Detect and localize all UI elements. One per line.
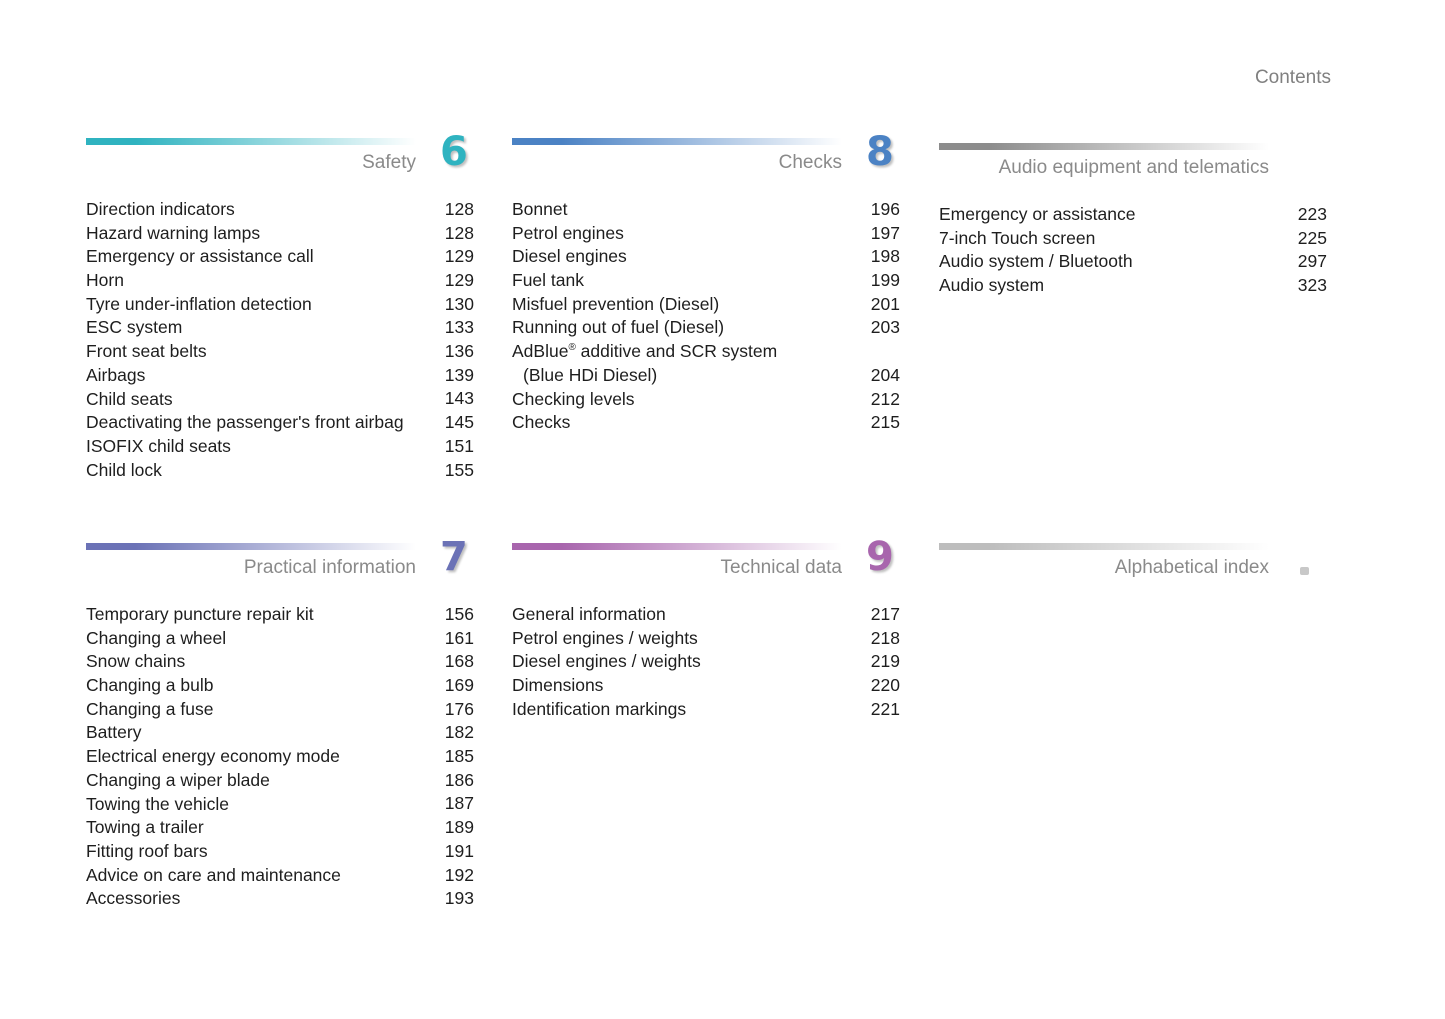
section-color-bar — [512, 543, 842, 550]
section-header — [939, 543, 1329, 603]
section-title[interactable]: Checks — [778, 152, 842, 173]
toc-entry[interactable] — [939, 274, 1329, 298]
toc-entry[interactable] — [512, 316, 902, 340]
toc-entry-page: 201 — [870, 293, 900, 314]
toc-entry-title: Emergency or assistance — [939, 204, 1136, 224]
toc-entry[interactable] — [512, 222, 902, 246]
toc-entry[interactable] — [86, 627, 476, 651]
toc-entry-page: 203 — [870, 317, 900, 338]
section-header — [512, 129, 902, 198]
toc-entry[interactable] — [512, 245, 902, 269]
toc-entry[interactable] — [86, 840, 476, 864]
toc-entry[interactable] — [86, 340, 476, 364]
toc-entry-page: 133 — [444, 317, 474, 338]
toc-entry-title: Snow chains — [86, 651, 186, 672]
toc-entry-page: 128 — [444, 198, 474, 219]
toc-entry-title: Accessories — [86, 888, 181, 909]
toc-entry-page: 199 — [870, 270, 900, 291]
toc-entry-title: Checks — [512, 412, 571, 433]
toc-entry-title: Identification markings — [512, 698, 687, 719]
toc-entry[interactable] — [512, 340, 902, 387]
toc-list — [86, 198, 476, 482]
section-title[interactable]: Audio equipment and telematics — [998, 157, 1269, 178]
toc-entry-page: 156 — [444, 603, 474, 624]
toc-entry-page: 128 — [444, 222, 474, 243]
toc-entry-page: 139 — [444, 364, 474, 385]
chapter-number: 9 — [866, 534, 894, 580]
toc-entry[interactable] — [939, 227, 1329, 251]
toc-entry[interactable] — [86, 222, 476, 246]
toc-entry-title: Fitting roof bars — [86, 840, 208, 861]
section-title[interactable]: Safety — [362, 152, 416, 173]
toc-entry-page: 220 — [870, 675, 900, 696]
toc-entry-page: 129 — [444, 246, 474, 267]
toc-entry-title: Horn — [86, 270, 124, 291]
toc-entry-page: 182 — [444, 722, 474, 743]
section-color-bar — [86, 543, 416, 550]
toc-entry-page: 186 — [444, 769, 474, 790]
toc-list — [512, 603, 902, 721]
toc-list — [939, 203, 1329, 298]
toc-entry-title: Battery — [86, 722, 142, 743]
toc-entry[interactable] — [512, 388, 902, 412]
toc-entry-page: 155 — [444, 459, 474, 480]
toc-entry-title: Hazard warning lamps — [86, 222, 261, 243]
toc-entry-title: Diesel engines / weights — [512, 651, 701, 672]
toc-entry-title: ESC system — [86, 317, 183, 338]
toc-entry[interactable] — [86, 388, 476, 412]
toc-entry-title: Advice on care and maintenance — [86, 864, 341, 885]
toc-entry-title: Changing a bulb — [86, 675, 214, 696]
section-color-bar — [939, 543, 1269, 550]
toc-entry[interactable] — [86, 698, 476, 722]
toc-entry-title: Towing a trailer — [86, 817, 204, 838]
toc-entry[interactable] — [939, 203, 1329, 227]
toc-entry[interactable] — [512, 674, 902, 698]
toc-entry-title: Changing a wiper blade — [86, 769, 270, 790]
section-title[interactable]: Technical data — [720, 557, 842, 578]
toc-entry-title: Airbags — [86, 364, 146, 385]
toc-entry-page: 219 — [870, 651, 900, 672]
toc-entry-page: 218 — [870, 627, 900, 648]
toc-entry-title: Child lock — [86, 459, 162, 480]
toc-entry-title: Deactivating the passenger's front airbag — [86, 412, 404, 433]
toc-entry[interactable] — [86, 793, 476, 817]
toc-entry-page: 198 — [870, 246, 900, 267]
toc-entry[interactable] — [939, 250, 1329, 274]
toc-entry-title: Emergency or assistance call — [86, 246, 314, 267]
section-technical — [512, 534, 902, 721]
toc-entry-page: 215 — [870, 412, 900, 433]
section-safety — [86, 129, 476, 482]
section-practical — [86, 534, 476, 911]
toc-entry-title: Running out of fuel (Diesel) — [512, 317, 725, 338]
toc-entry-title: Changing a wheel — [86, 627, 227, 648]
toc-entry-page: 191 — [444, 840, 474, 861]
section-header — [86, 129, 476, 198]
toc-entry-title: Fuel tank — [512, 270, 584, 291]
toc-entry-page: 145 — [444, 412, 474, 433]
toc-list — [86, 603, 476, 911]
section-title[interactable]: Practical information — [243, 557, 416, 578]
toc-entry-page: 129 — [444, 270, 474, 291]
toc-entry[interactable] — [86, 435, 476, 459]
chapter-number: 6 — [440, 129, 468, 175]
toc-entry-title: Misfuel prevention (Diesel) — [512, 293, 720, 314]
section-checks — [512, 129, 902, 435]
toc-entry[interactable] — [86, 864, 476, 888]
toc-entry-page: 151 — [444, 435, 474, 456]
toc-entry-title: Towing the vehicle — [86, 793, 229, 814]
toc-entry-page: 185 — [444, 746, 474, 767]
toc-entry[interactable] — [86, 459, 476, 483]
toc-entry-title: Audio system / Bluetooth — [939, 251, 1133, 272]
toc-entry-page: 161 — [444, 627, 474, 648]
toc-entry-title: Petrol engines — [512, 222, 624, 243]
chapter-number: 8 — [866, 129, 894, 175]
index-marker-icon — [1300, 567, 1309, 575]
toc-entry-page: 217 — [870, 603, 900, 624]
toc-entry[interactable] — [512, 411, 902, 435]
page-header: Contents — [1254, 67, 1331, 88]
toc-entry-title: 7-inch Touch screen — [939, 227, 1096, 248]
toc-entry-page: 143 — [444, 388, 474, 409]
toc-entry-title: Audio system — [939, 275, 1045, 296]
toc-entry-page: 197 — [870, 222, 900, 243]
toc-entry-title: Dimensions — [512, 675, 604, 696]
toc-entry-page: 192 — [444, 864, 474, 885]
toc-entry[interactable] — [86, 650, 476, 674]
toc-entry[interactable] — [512, 650, 902, 674]
toc-entry-title: Direction indicators — [86, 199, 235, 219]
toc-entry-title: Bonnet — [512, 199, 568, 219]
toc-entry[interactable] — [86, 411, 476, 435]
section-audio — [939, 143, 1329, 298]
toc-entry-page: 130 — [444, 293, 474, 314]
toc-entry[interactable] — [86, 269, 476, 293]
toc-entry-title: Child seats — [86, 388, 173, 409]
toc-entry-page: 189 — [444, 817, 474, 838]
toc-entry[interactable] — [512, 198, 902, 222]
section-color-bar — [512, 138, 842, 145]
toc-entry-page: 225 — [1297, 227, 1327, 248]
toc-entry-title-continued: (Blue HDi Diesel) — [523, 364, 658, 385]
toc-entry-page: 204 — [870, 364, 900, 385]
toc-entry[interactable] — [512, 269, 902, 293]
toc-entry[interactable] — [512, 627, 902, 651]
toc-entry[interactable] — [86, 816, 476, 840]
toc-entry-title: General information — [512, 604, 666, 624]
toc-entry-title: Petrol engines / weights — [512, 627, 698, 648]
toc-entry-page: 223 — [1297, 203, 1327, 224]
toc-entry[interactable] — [512, 293, 902, 317]
toc-entry-page: 323 — [1297, 275, 1327, 296]
toc-entry[interactable] — [86, 603, 476, 627]
section-header — [512, 534, 902, 603]
toc-entry-title: Checking levels — [512, 388, 635, 409]
section-header — [86, 534, 476, 603]
toc-entry-title: Diesel engines — [512, 246, 627, 267]
section-header — [939, 143, 1329, 203]
toc-entry[interactable] — [86, 316, 476, 340]
section-color-bar — [939, 143, 1269, 150]
toc-entry[interactable] — [86, 364, 476, 388]
toc-entry-page: 221 — [870, 698, 900, 719]
toc-entry-title: Temporary puncture repair kit — [86, 604, 314, 624]
section-index — [939, 543, 1329, 603]
toc-entry[interactable] — [86, 721, 476, 745]
toc-entry-page: 168 — [444, 651, 474, 672]
toc-entry-page: 176 — [444, 698, 474, 719]
section-title[interactable]: Alphabetical index — [1114, 557, 1269, 578]
section-color-bar — [86, 138, 416, 145]
toc-entry[interactable] — [86, 198, 476, 222]
registered-mark: ® — [568, 342, 576, 354]
toc-entry[interactable] — [86, 674, 476, 698]
toc-entry-title: ISOFIX child seats — [86, 435, 231, 456]
toc-list — [512, 198, 902, 435]
chapter-number: 7 — [440, 534, 468, 580]
toc-entry[interactable] — [86, 887, 476, 911]
toc-entry-page: 297 — [1297, 251, 1327, 272]
toc-entry-title: Front seat belts — [86, 341, 207, 362]
toc-entry[interactable] — [512, 698, 902, 722]
toc-entry[interactable] — [86, 769, 476, 793]
toc-entry[interactable] — [86, 293, 476, 317]
toc-entry-page: 136 — [444, 341, 474, 362]
toc-entry-page: 193 — [444, 888, 474, 909]
toc-entry-title: AdBlue® additive and SCR system — [512, 341, 778, 362]
toc-entry[interactable] — [512, 603, 902, 627]
toc-entry-page: 187 — [444, 793, 474, 814]
toc-entry-title: Electrical energy economy mode — [86, 746, 340, 767]
toc-entry-page: 196 — [870, 198, 900, 219]
toc-entry-title: Tyre under-inflation detection — [86, 293, 312, 314]
toc-entry[interactable] — [86, 745, 476, 769]
toc-entry-title: Changing a fuse — [86, 698, 214, 719]
toc-entry-page: 169 — [444, 675, 474, 696]
toc-entry[interactable] — [86, 245, 476, 269]
toc-entry-page: 212 — [870, 388, 900, 409]
